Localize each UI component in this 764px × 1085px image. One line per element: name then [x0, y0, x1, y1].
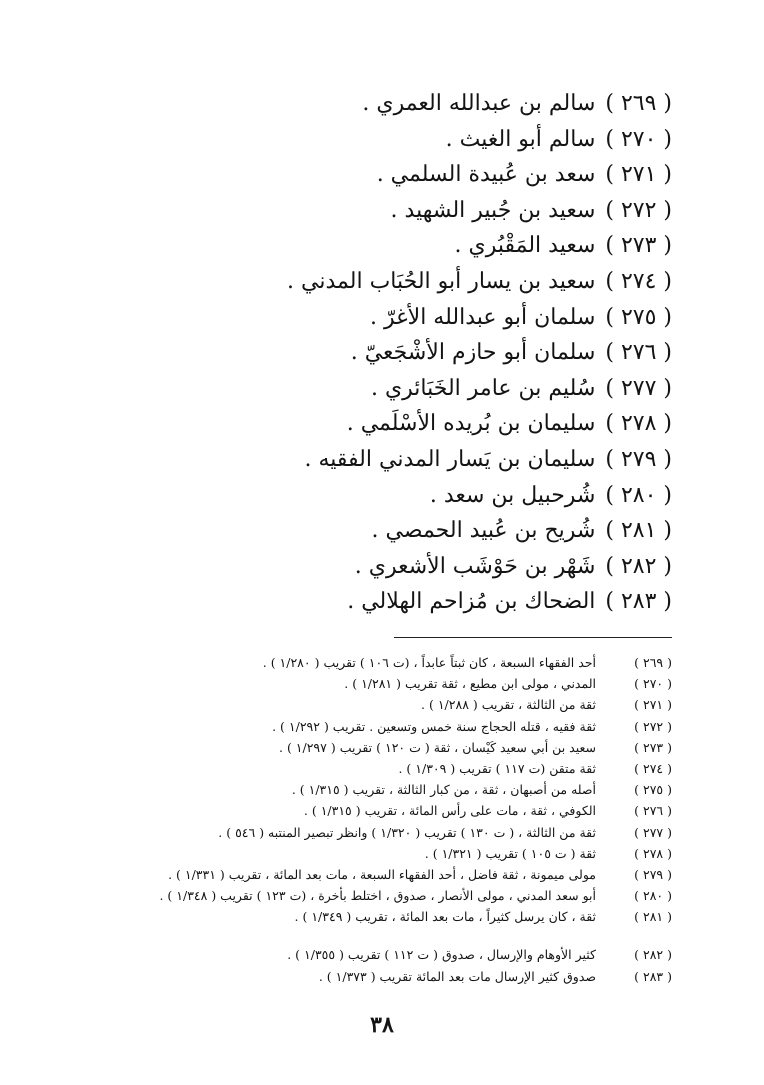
entry-name: سعد بن عُبيدة السلمي . — [376, 162, 596, 188]
footnote-row — [72, 652, 672, 673]
entry-name: سليمان بن بُريده الأسْلَمي . — [346, 411, 596, 437]
footnote-number: ( ٢٧٣ ) — [634, 739, 672, 755]
footnote-gap — [72, 927, 672, 944]
narrator-entry — [152, 549, 672, 585]
footnote-number: ( ٢٧٩ ) — [634, 866, 672, 882]
entry-number: ( ٢٧٨ ) — [605, 411, 672, 437]
entry-name: سالم أبو الغيث . — [445, 126, 596, 152]
footnote-number: ( ٢٦٩ ) — [634, 655, 672, 670]
footnote-text: أحد الفقهاء السبعة ، كان ثبتاً عابداً ، (ت ١٠٦ ) تقريب ( ١/٢٨٠ ) . — [262, 655, 596, 670]
footnote-row — [72, 906, 672, 927]
footnote-row — [72, 966, 672, 987]
footnote-row — [72, 864, 672, 885]
entry-name: سلمان أبو حازم الأشْجَعيّ . — [350, 340, 596, 366]
footnote-number: ( ٢٨٢ ) — [634, 947, 672, 963]
entry-name: سالم بن عبدالله العمري . — [362, 91, 596, 116]
entry-number: ( ٢٨٢ ) — [605, 553, 672, 579]
footnote-text: كثير الأوهام والإرسال ، صدوق ( ت ١١٢ ) تقريب ( ١/٣٥٥ ) . — [287, 947, 596, 963]
entry-name: سعيد بن يسار أبو الحُبَاب المدني . — [287, 268, 596, 294]
footnote-text: ثقة فقيه ، قتله الحجاج سنة خمس وتسعين . تقريب ( ١/٢٩٢ ) . — [272, 718, 596, 734]
narrator-entry — [152, 122, 672, 158]
footnote-text: سعيد بن أبي سعيد كَيْسان ، ثقة ( ت ١٢٠ ) تقريب ( ١/٢٩٧ ) . — [279, 739, 596, 755]
entry-name: سلمان أبو عبدالله الأغرّ . — [370, 304, 596, 330]
entry-number: ( ٢٧٥ ) — [605, 304, 672, 330]
footnote-divider — [394, 637, 672, 638]
entry-number: ( ٢٧٧ ) — [605, 375, 672, 401]
footnote-number: ( ٢٨٣ ) — [634, 968, 672, 984]
narrator-entry — [152, 513, 672, 549]
footnote-text: ثقة متقن (ت ١١٧ ) تقريب ( ١/٣٠٩ ) . — [398, 760, 596, 776]
footnote-row — [72, 944, 672, 965]
entry-number: ( ٢٦٩ ) — [605, 91, 672, 116]
footnote-number: ( ٢٧٠ ) — [634, 676, 672, 692]
narrator-entry — [152, 371, 672, 407]
narrator-entry — [152, 584, 672, 620]
footnote-row — [72, 885, 672, 906]
footnote-row — [72, 822, 672, 843]
entry-name: الضحاك بن مُزاحم الهلالي . — [347, 589, 596, 615]
footnote-row — [72, 694, 672, 715]
entry-number: ( ٢٧٦ ) — [605, 340, 672, 366]
footnote-text: صدوق كثير الإرسال مات بعد المائة تقريب ( ١/٣٧٣ ) . — [318, 968, 596, 984]
footnote-text: ثقة من الثالثة ، تقريب ( ١/٢٨٨ ) . — [421, 697, 596, 713]
footnote-row — [72, 737, 672, 758]
entry-name: شُريح بن عُبيد الحمصي . — [371, 518, 596, 544]
narrator-entry — [152, 264, 672, 300]
entry-number: ( ٢٧٩ ) — [605, 446, 672, 472]
footnote-text: المدني ، مولى ابن مطيع ، ثقة تقريب ( ١/٢٨١ ) . — [344, 676, 596, 692]
entry-number: ( ٢٧٣ ) — [605, 233, 672, 259]
footnote-number: ( ٢٧٦ ) — [634, 803, 672, 819]
footnote-row — [72, 716, 672, 737]
entry-name: سُليم بن عامر الخَبَائري . — [370, 375, 596, 401]
narrator-entry — [152, 406, 672, 442]
footnote-number: ( ٢٧٧ ) — [634, 824, 672, 840]
entry-number: ( ٢٨٠ ) — [605, 482, 672, 508]
footnote-number: ( ٢٧١ ) — [634, 697, 672, 713]
footnote-number: ( ٢٧٢ ) — [634, 718, 672, 734]
narrator-entry — [152, 86, 672, 122]
footnote-text: مولى ميمونة ، ثقة فاضل ، أحد الفقهاء السبعة ، مات بعد المائة ، تقريب ( ١/٣٣١ ) . — [168, 866, 596, 882]
narrator-list — [152, 86, 672, 620]
narrator-entry — [152, 300, 672, 336]
entry-number: ( ٢٨١ ) — [605, 518, 672, 544]
footnote-text: أصله من أصبهان ، ثقة ، من كبار الثالثة ، تقريب ( ١/٣١٥ ) . — [291, 782, 596, 798]
footnote-text: ثقة ، كان يرسل كثيراً ، مات بعد المائة ، تقريب ( ١/٣٤٩ ) . — [294, 909, 596, 925]
footnote-number: ( ٢٧٤ ) — [634, 760, 672, 776]
footnote-number: ( ٢٧٥ ) — [634, 782, 672, 798]
entry-number: ( ٢٧٠ ) — [605, 126, 672, 152]
entry-number: ( ٢٧٤ ) — [605, 268, 672, 294]
footnote-text: ثقة ( ت ١٠٥ ) تقريب ( ١/٣٢١ ) . — [424, 845, 596, 861]
entry-number: ( ٢٧٢ ) — [605, 197, 672, 223]
narrator-entry — [152, 157, 672, 193]
footnote-row — [72, 758, 672, 779]
entry-name: شَهْر بن حَوْشَب الأشعري . — [354, 553, 596, 579]
narrator-entry — [152, 193, 672, 229]
entry-name: سعيد المَقْبُري . — [454, 233, 596, 259]
footnote-text: ثقة من الثالثة ، ( ت ١٣٠ ) تقريب ( ١/٣٢٠ ) وانظر تبصير المنتبه ( ٥٤٦ ) . — [218, 824, 596, 840]
narrator-entry — [152, 228, 672, 264]
footnote-number: ( ٢٧٨ ) — [634, 845, 672, 861]
narrator-entry — [152, 478, 672, 514]
narrator-entry — [152, 442, 672, 478]
footnote-row — [72, 843, 672, 864]
footnote-text: الكوفي ، ثقة ، مات على رأس المائة ، تقريب ( ١/٣١٥ ) . — [303, 803, 596, 819]
footnote-number: ( ٢٨٠ ) — [634, 888, 672, 904]
entry-number: ( ٢٨٣ ) — [605, 589, 672, 615]
footnotes — [72, 652, 672, 987]
narrator-entry — [152, 335, 672, 371]
entry-number: ( ٢٧١ ) — [605, 162, 672, 188]
footnote-text: أبو سعد المدني ، مولى الأنصار ، صدوق ، اختلط بأخرة ، (ت ١٢٣ ) تقريب ( ١/٣٤٨ ) . — [159, 888, 596, 904]
page-number: ٣٨ — [370, 1012, 394, 1038]
entry-name: سعيد بن جُبير الشهيد . — [390, 197, 596, 223]
entry-name: شُرحبيل بن سعد . — [429, 482, 596, 508]
footnote-row — [72, 779, 672, 800]
footnote-row — [72, 673, 672, 694]
footnote-row — [72, 800, 672, 821]
entry-name: سليمان بن يَسار المدني الفقيه . — [304, 446, 596, 472]
footnote-number: ( ٢٨١ ) — [634, 909, 672, 925]
